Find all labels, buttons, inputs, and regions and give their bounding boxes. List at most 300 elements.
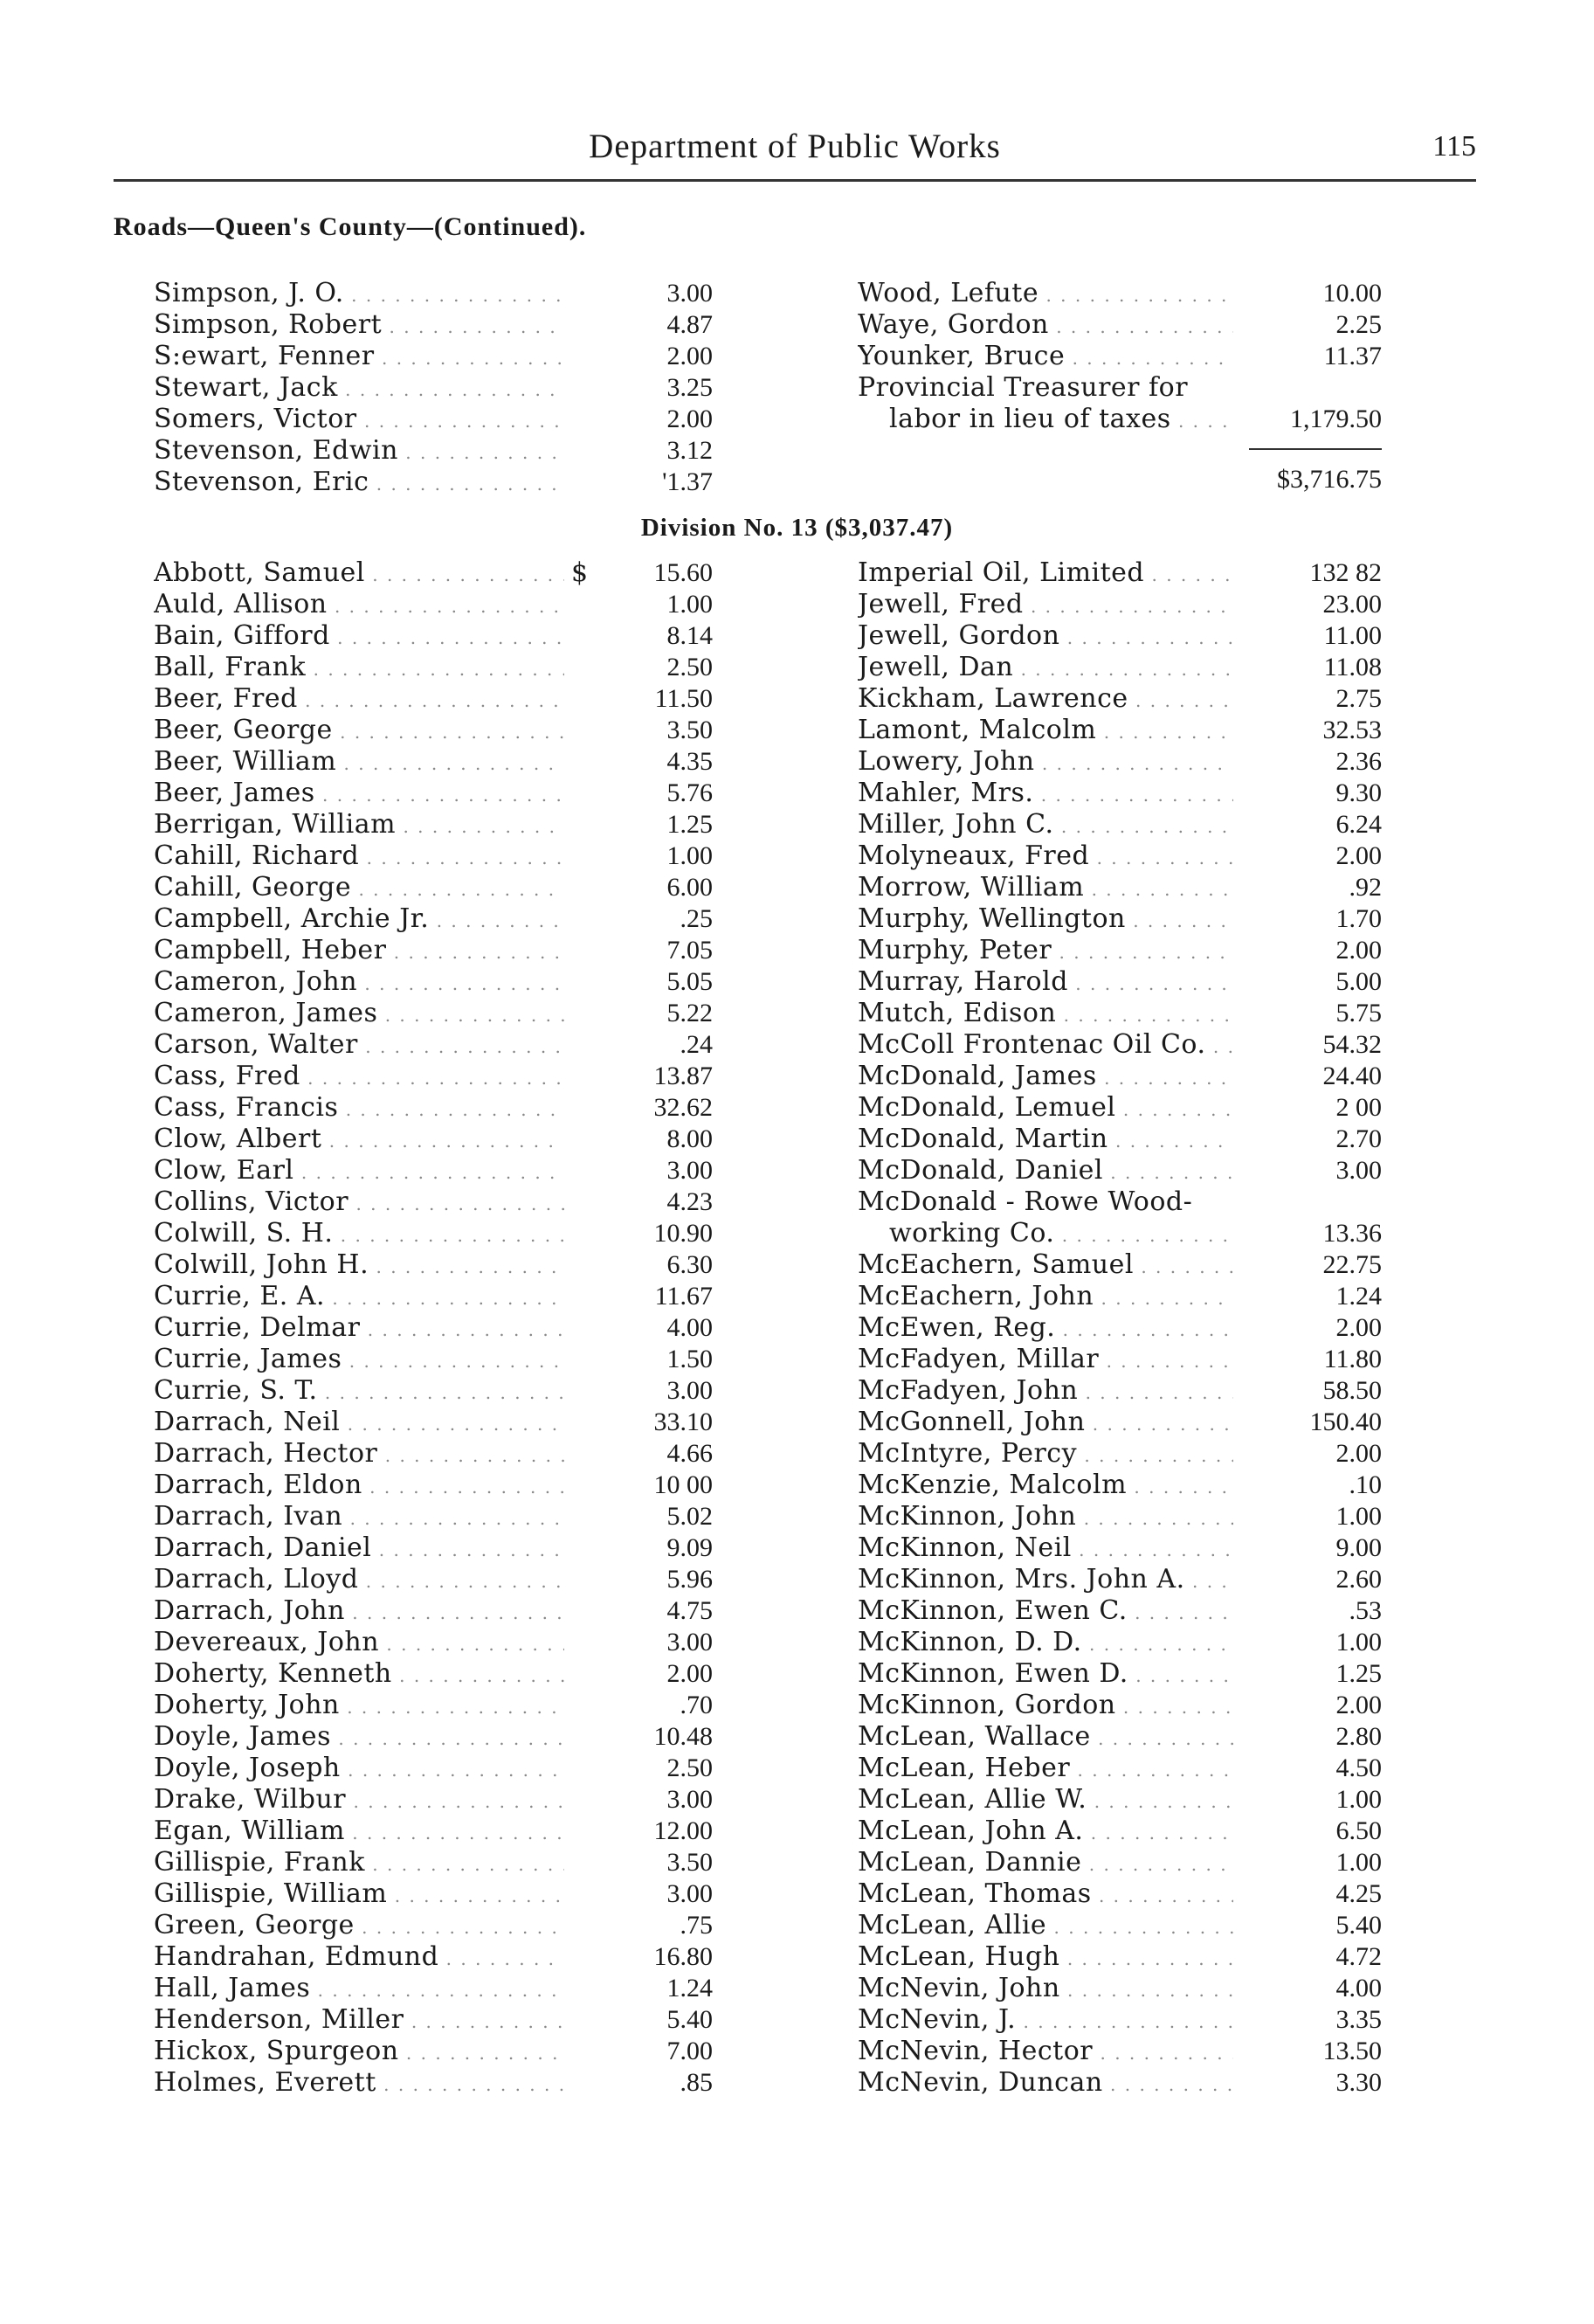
entry-amount: 2.00: [666, 342, 713, 370]
entry-amount: 1.25: [1335, 1659, 1382, 1688]
entry-name: McKinnon, Ewen C. . . .: [858, 1595, 1233, 1629]
entry-amount: 3.00: [666, 279, 713, 308]
entry-name: Cass, Fred . . .: [154, 1061, 564, 1094]
list-item: [858, 341, 1382, 372]
list-item: [154, 1470, 713, 1501]
entry-name: Darrach, Lloyd . . .: [154, 1564, 564, 1597]
entry-amount: .24: [680, 1030, 713, 1059]
entry-amount: 3.50: [666, 716, 713, 744]
entry-amount: 2.70: [1335, 1124, 1382, 1153]
list-item: [858, 1029, 1382, 1061]
list-item: [858, 1721, 1382, 1753]
list-item: [154, 935, 713, 966]
entry-name: Colwill, S. H. . . .: [154, 1218, 564, 1251]
entry-name: Bain, Gifford . . .: [154, 620, 564, 654]
entry-name: McIntyre, Percy . . .: [858, 1438, 1233, 1471]
entry-name: Gillispie, William . . .: [154, 1878, 564, 1912]
list-item: [858, 2067, 1382, 2099]
entry-name: Darrach, Neil . . .: [154, 1407, 564, 1440]
entry-amount: 13.36: [1322, 1219, 1382, 1248]
entry-amount: 4.35: [666, 747, 713, 776]
list-item: [154, 372, 713, 404]
entry-name: McColl Frontenac Oil Co. . . .: [858, 1029, 1233, 1062]
list-item: [154, 1816, 713, 1847]
list-item: [154, 778, 713, 809]
entry-name: Devereaux, John . . .: [154, 1627, 564, 1660]
entry-name: Clow, Earl . . .: [154, 1155, 564, 1188]
list-item: [858, 1501, 1382, 1532]
list-item: [858, 872, 1382, 903]
entry-amount: 2.00: [1335, 1439, 1382, 1468]
list-item: [858, 683, 1382, 715]
top-left-list: [154, 278, 713, 498]
entry-amount: 3.25: [666, 373, 713, 402]
entry-name: Hall, James . . .: [154, 1973, 564, 2006]
entry-amount: 2.80: [1335, 1722, 1382, 1751]
entry-amount: 4.50: [1335, 1753, 1382, 1782]
entry-amount: 150.40: [1309, 1408, 1382, 1436]
list-item: [154, 1941, 713, 1973]
list-item: [154, 557, 713, 589]
entry-name: Beer, William . . .: [154, 746, 564, 779]
entry-name: McKinnon, D. D. . . .: [858, 1627, 1233, 1660]
entry-name: Doherty, Kenneth . . .: [154, 1658, 564, 1691]
entry-name: McNevin, Hector . . .: [858, 2036, 1233, 2069]
list-item: [154, 589, 713, 620]
list-item: [858, 309, 1382, 341]
list-item: [858, 1532, 1382, 1564]
entry-name: Jewell, Dan . . .: [858, 652, 1233, 685]
entry-name: Carson, Walter . . .: [154, 1029, 564, 1062]
entry-name: Mahler, Mrs. . . .: [858, 778, 1233, 811]
list-item: [154, 1973, 713, 2004]
entry-amount: 5.02: [666, 1502, 713, 1531]
entry-amount: 8.00: [666, 1124, 713, 1153]
list-item: [154, 309, 713, 341]
total-rule: [1249, 448, 1382, 450]
entry-name: Simpson, Robert . . .: [154, 309, 564, 342]
entry-amount: 3.00: [1335, 1156, 1382, 1185]
entry-name: McKinnon, Gordon . . .: [858, 1690, 1233, 1723]
entry-name: McNevin, J. . . .: [858, 2004, 1233, 2037]
entry-amount: 2.00: [666, 405, 713, 433]
list-item: [154, 620, 713, 652]
list-item: [154, 1595, 713, 1627]
entry-name: McKenzie, Malcolm . . .: [858, 1470, 1233, 1503]
list-item: [858, 1249, 1382, 1281]
list-item: [154, 1407, 713, 1438]
list-item: [858, 809, 1382, 840]
list-item: [858, 1784, 1382, 1816]
entry-amount: 9.00: [1335, 1533, 1382, 1562]
entry-amount: 5.22: [666, 999, 713, 1027]
entry-name: Campbell, Archie Jr. . . .: [154, 903, 564, 937]
list-item: [858, 404, 1382, 435]
entry-amount: 2.00: [1335, 841, 1382, 870]
list-item: [154, 998, 713, 1029]
entry-name: Currie, E. A. . . .: [154, 1281, 564, 1314]
entry-amount: 2.50: [666, 1753, 713, 1782]
page-number: 115: [1432, 130, 1476, 163]
entry-amount: 15.60: [653, 558, 713, 587]
entry-name: McKinnon, Ewen D. . . .: [858, 1658, 1233, 1691]
list-item: [858, 1186, 1382, 1218]
entry-name: Gillispie, Frank . . .: [154, 1847, 564, 1880]
list-item: [154, 1438, 713, 1470]
entry-amount: 132 82: [1309, 558, 1382, 587]
entry-name: Cameron, John . . .: [154, 966, 564, 999]
list-item: [154, 404, 713, 435]
entry-name: McDonald, Daniel . . .: [858, 1155, 1233, 1188]
entry-name: Stevenson, Eric . . .: [154, 467, 564, 500]
entry-name: McFadyen, John . . .: [858, 1375, 1233, 1408]
list-item: [858, 1627, 1382, 1658]
list-item: [154, 1029, 713, 1061]
entry-amount: 2.36: [1335, 747, 1382, 776]
list-item: [154, 1658, 713, 1690]
entry-amount: 10.00: [1322, 279, 1382, 308]
entry-name: Doyle, James . . .: [154, 1721, 564, 1754]
list-item: [858, 1155, 1382, 1186]
list-item: [154, 2067, 713, 2099]
list-item: [858, 2004, 1382, 2036]
entry-name: McEachern, Samuel . . .: [858, 1249, 1233, 1283]
entry-name: Morrow, William . . .: [858, 872, 1233, 905]
list-item: [154, 1878, 713, 1910]
entry-amount: 5.05: [666, 967, 713, 996]
entry-name: Auld, Allison . . .: [154, 589, 564, 622]
entry-name: Holmes, Everett . . .: [154, 2067, 564, 2100]
entry-amount: .70: [680, 1691, 713, 1719]
list-item: [154, 1124, 713, 1155]
entry-name: Younker, Bruce . . .: [858, 341, 1233, 374]
entry-amount: .53: [1349, 1596, 1382, 1625]
list-item: [858, 1281, 1382, 1312]
entry-name: Mutch, Edison . . .: [858, 998, 1233, 1031]
list-item: [154, 746, 713, 778]
entry-amount: 32.62: [653, 1093, 713, 1122]
entry-amount: 3.00: [666, 1156, 713, 1185]
entry-amount: .85: [680, 2068, 713, 2097]
entry-name: working Co. . . .: [858, 1218, 1233, 1251]
entry-name: Miller, John C. . . .: [858, 809, 1233, 842]
list-item: [858, 1061, 1382, 1092]
entry-amount: 23.00: [1322, 590, 1382, 619]
entry-name: Drake, Wilbur . . .: [154, 1784, 564, 1817]
list-item: [154, 1501, 713, 1532]
list-item: [154, 1281, 713, 1312]
entry-amount: 1.70: [1335, 904, 1382, 933]
entry-amount: 8.14: [666, 621, 713, 650]
entry-amount: 11.08: [1323, 653, 1382, 681]
entry-amount: 1.00: [1335, 1628, 1382, 1657]
list-item: [154, 872, 713, 903]
entry-name: McDonald - Rowe Wood-: [858, 1186, 1193, 1217]
list-item: [858, 1658, 1382, 1690]
entry-amount: 11.37: [1323, 342, 1382, 370]
entry-amount: 4.66: [666, 1439, 713, 1468]
entry-name: McLean, Heber . . .: [858, 1753, 1233, 1786]
page-title: Department of Public Works: [589, 128, 1001, 165]
entry-amount: 10.90: [653, 1219, 713, 1248]
list-item: [154, 1249, 713, 1281]
entry-name: McGonnell, John . . .: [858, 1407, 1233, 1440]
entry-amount: 2.60: [1335, 1565, 1382, 1594]
entry-name: Murphy, Peter . . .: [858, 935, 1233, 968]
entry-name: Currie, Delmar . . .: [154, 1312, 564, 1345]
entry-name: Jewell, Gordon . . .: [858, 620, 1233, 654]
list-item: [154, 1753, 713, 1784]
list-item: [154, 1721, 713, 1753]
entry-amount: 1.00: [666, 841, 713, 870]
list-item: [858, 1910, 1382, 1941]
list-item: [858, 1375, 1382, 1407]
entry-amount: 3.12: [666, 436, 713, 465]
list-item: [858, 715, 1382, 746]
entry-amount: .25: [680, 904, 713, 933]
entry-name: McKinnon, Neil . . .: [858, 1532, 1233, 1566]
entry-amount: 32.53: [1322, 716, 1382, 744]
entry-name: Molyneaux, Fred . . .: [858, 840, 1233, 874]
list-item: [154, 435, 713, 467]
entry-amount: 1.50: [666, 1345, 713, 1373]
list-item: [858, 1941, 1382, 1973]
list-item: [858, 935, 1382, 966]
entry-amount: 11.80: [1323, 1345, 1382, 1373]
entry-name: McKinnon, John . . .: [858, 1501, 1233, 1534]
entry-amount: 7.05: [666, 936, 713, 965]
entry-name: Collins, Victor . . .: [154, 1186, 564, 1220]
list-item: [858, 620, 1382, 652]
entry-amount: 2.00: [1335, 936, 1382, 965]
entry-amount: 1.24: [1335, 1282, 1382, 1311]
entry-amount: 1.00: [1335, 1502, 1382, 1531]
list-item: [858, 278, 1382, 309]
entry-name: Beer, Fred . . .: [154, 683, 564, 716]
list-item: [154, 715, 713, 746]
list-item: [858, 1344, 1382, 1375]
entry-amount: 1.25: [666, 810, 713, 839]
entry-name: McLean, Wallace . . .: [858, 1721, 1233, 1754]
list-item: [858, 1407, 1382, 1438]
entry-amount: 3.00: [666, 1879, 713, 1908]
entry-amount: 9.09: [666, 1533, 713, 1562]
list-item: [154, 966, 713, 998]
entry-amount: 3.00: [666, 1376, 713, 1405]
entry-name: Cass, Francis . . .: [154, 1092, 564, 1125]
entry-amount: 9.30: [1335, 778, 1382, 807]
list-item: [154, 840, 713, 872]
list-item: [858, 778, 1382, 809]
entry-name: McLean, Dannie . . .: [858, 1847, 1233, 1880]
entry-name: Darrach, Ivan . . .: [154, 1501, 564, 1534]
entry-name: Beer, James . . .: [154, 778, 564, 811]
entry-amount: 5.40: [666, 2005, 713, 2034]
entry-name: McLean, Allie W. . . .: [858, 1784, 1233, 1817]
entry-amount: 3.00: [666, 1785, 713, 1814]
list-item: [154, 2004, 713, 2036]
list-item: [154, 903, 713, 935]
entry-name: McDonald, Martin . . .: [858, 1124, 1233, 1157]
entry-amount: 1.00: [666, 590, 713, 619]
list-item: [858, 652, 1382, 683]
entry-amount: 4.75: [666, 1596, 713, 1625]
entry-name: Stevenson, Edwin . . .: [154, 435, 564, 468]
entry-amount: 4.72: [1335, 1942, 1382, 1971]
entry-name: S:ewart, Fenner . . .: [154, 341, 564, 374]
entry-amount: 33.10: [653, 1408, 713, 1436]
entry-name: Cahill, Richard . . .: [154, 840, 564, 874]
entry-amount: 4.00: [666, 1313, 713, 1342]
right-entry-list: [858, 557, 1382, 2099]
list-item: [858, 372, 1382, 404]
list-item: [154, 1847, 713, 1878]
entry-name: McNevin, John . . .: [858, 1973, 1233, 2006]
entry-name: Hickox, Spurgeon . . .: [154, 2036, 564, 2069]
entry-name: Berrigan, William . . .: [154, 809, 564, 842]
list-item: [858, 1595, 1382, 1627]
entry-amount: 4.25: [1335, 1879, 1382, 1908]
left-entry-list: [154, 557, 713, 2099]
entry-name: Jewell, Fred . . .: [858, 589, 1233, 622]
entry-name: Provincial Treasurer for: [858, 372, 1189, 403]
list-item: [858, 1847, 1382, 1878]
entry-amount: 58.50: [1322, 1376, 1382, 1405]
page-header: [114, 127, 1476, 182]
entry-name: Egan, William . . .: [154, 1816, 564, 1849]
list-item: [154, 1061, 713, 1092]
list-item: [858, 1312, 1382, 1344]
entry-amount: 5.76: [666, 778, 713, 807]
entry-amount: 4.00: [1335, 1974, 1382, 2002]
entry-amount: 5.00: [1335, 967, 1382, 996]
list-item: [154, 1627, 713, 1658]
entry-amount: 11.00: [1323, 621, 1382, 650]
list-item: [154, 1312, 713, 1344]
entry-amount: 1,179.50: [1290, 405, 1382, 433]
list-item: [154, 1344, 713, 1375]
entry-amount: 6.50: [1335, 1816, 1382, 1845]
entry-name: Darrach, John . . .: [154, 1595, 564, 1629]
list-item: [154, 341, 713, 372]
entry-name: Handrahan, Edmund . . .: [154, 1941, 564, 1975]
entry-amount: 6.24: [1335, 810, 1382, 839]
entry-amount: .92: [1349, 873, 1382, 902]
entry-amount: 7.00: [666, 2037, 713, 2065]
list-item: [154, 1784, 713, 1816]
entry-amount: 6.00: [666, 873, 713, 902]
entry-name: Abbott, Samuel . . .: [154, 557, 564, 591]
list-item: [858, 1878, 1382, 1910]
entry-name: Cahill, George . . .: [154, 872, 564, 905]
entry-name: McFadyen, Millar . . .: [858, 1344, 1233, 1377]
entry-amount: 2.00: [666, 1659, 713, 1688]
entry-amount: 3.50: [666, 1848, 713, 1877]
entry-amount: 2 00: [1335, 1093, 1382, 1122]
entry-amount: 16.80: [653, 1942, 713, 1971]
entry-amount: '1.37: [662, 467, 713, 496]
list-item: [858, 1124, 1382, 1155]
entry-name: Doyle, Joseph . . .: [154, 1753, 564, 1786]
top-right-list: [858, 278, 1382, 435]
entry-amount: 2.25: [1335, 310, 1382, 339]
entry-amount: 5.96: [666, 1565, 713, 1594]
list-item: [858, 557, 1382, 589]
entry-amount: 54.32: [1322, 1030, 1382, 1059]
entry-name: McLean, Thomas . . .: [858, 1878, 1233, 1912]
entry-amount: 11.50: [654, 684, 713, 713]
list-item: [154, 1092, 713, 1124]
entry-amount: 1.00: [1335, 1848, 1382, 1877]
entry-name: McDonald, Lemuel . . .: [858, 1092, 1233, 1125]
list-item: [858, 746, 1382, 778]
entry-name: Doherty, John . . .: [154, 1690, 564, 1723]
entry-name: Simpson, J. O. . . .: [154, 278, 564, 311]
entry-amount: .75: [680, 1911, 713, 1940]
list-item: [858, 1564, 1382, 1595]
list-item: [154, 1218, 713, 1249]
entry-name: McEachern, John . . .: [858, 1281, 1233, 1314]
entry-amount: 3.35: [1335, 2005, 1382, 2034]
entry-amount: 22.75: [1322, 1250, 1382, 1279]
list-item: [858, 1973, 1382, 2004]
entry-name: Darrach, Hector . . .: [154, 1438, 564, 1471]
list-item: [858, 2036, 1382, 2067]
entry-name: Lamont, Malcolm . . .: [858, 715, 1233, 748]
entry-name: Waye, Gordon . . .: [858, 309, 1233, 342]
entry-amount: 13.87: [653, 1062, 713, 1090]
list-item: [154, 1910, 713, 1941]
list-item: [858, 589, 1382, 620]
division-heading: Division No. 13 ($3,037.47): [640, 514, 954, 542]
list-item: [154, 2036, 713, 2067]
entry-name: Kickham, Lawrence . . .: [858, 683, 1233, 716]
entry-amount: 2.75: [1335, 684, 1382, 713]
entry-name: Somers, Victor . . .: [154, 404, 564, 437]
entry-amount: 12.00: [653, 1816, 713, 1845]
entry-amount: 5.75: [1335, 999, 1382, 1027]
entry-name: McNevin, Duncan . . .: [858, 2067, 1233, 2100]
list-item: [154, 683, 713, 715]
entry-amount: 3.30: [1335, 2068, 1382, 2097]
list-item: [154, 1564, 713, 1595]
section-title: Roads—Queen's County—(Continued).: [114, 212, 587, 241]
entry-name: Imperial Oil, Limited . . .: [858, 557, 1233, 591]
list-item: [858, 998, 1382, 1029]
entry-name: Wood, Lefute . . .: [858, 278, 1233, 311]
entry-amount: .10: [1349, 1470, 1382, 1499]
entry-amount: 2.50: [666, 653, 713, 681]
entry-amount: 1.24: [666, 1974, 713, 2002]
entry-name: Murphy, Wellington . . .: [858, 903, 1233, 937]
entry-name: labor in lieu of taxes . . .: [858, 404, 1233, 437]
list-item: [858, 1816, 1382, 1847]
list-item: [154, 1186, 713, 1218]
entry-amount: 24.40: [1322, 1062, 1382, 1090]
entry-amount: 1.00: [1335, 1785, 1382, 1814]
list-item: [858, 903, 1382, 935]
entry-name: Murray, Harold . . .: [858, 966, 1233, 999]
entry-name: McLean, Hugh . . .: [858, 1941, 1233, 1975]
entry-name: McLean, Allie . . .: [858, 1910, 1233, 1943]
entry-name: Lowery, John . . .: [858, 746, 1233, 779]
list-item: [154, 1690, 713, 1721]
entry-name: Clow, Albert . . .: [154, 1124, 564, 1157]
entry-amount: 6.30: [666, 1250, 713, 1279]
entry-amount: 4.87: [666, 310, 713, 339]
entry-name: Darrach, Daniel . . .: [154, 1532, 564, 1566]
list-item: [858, 1470, 1382, 1501]
